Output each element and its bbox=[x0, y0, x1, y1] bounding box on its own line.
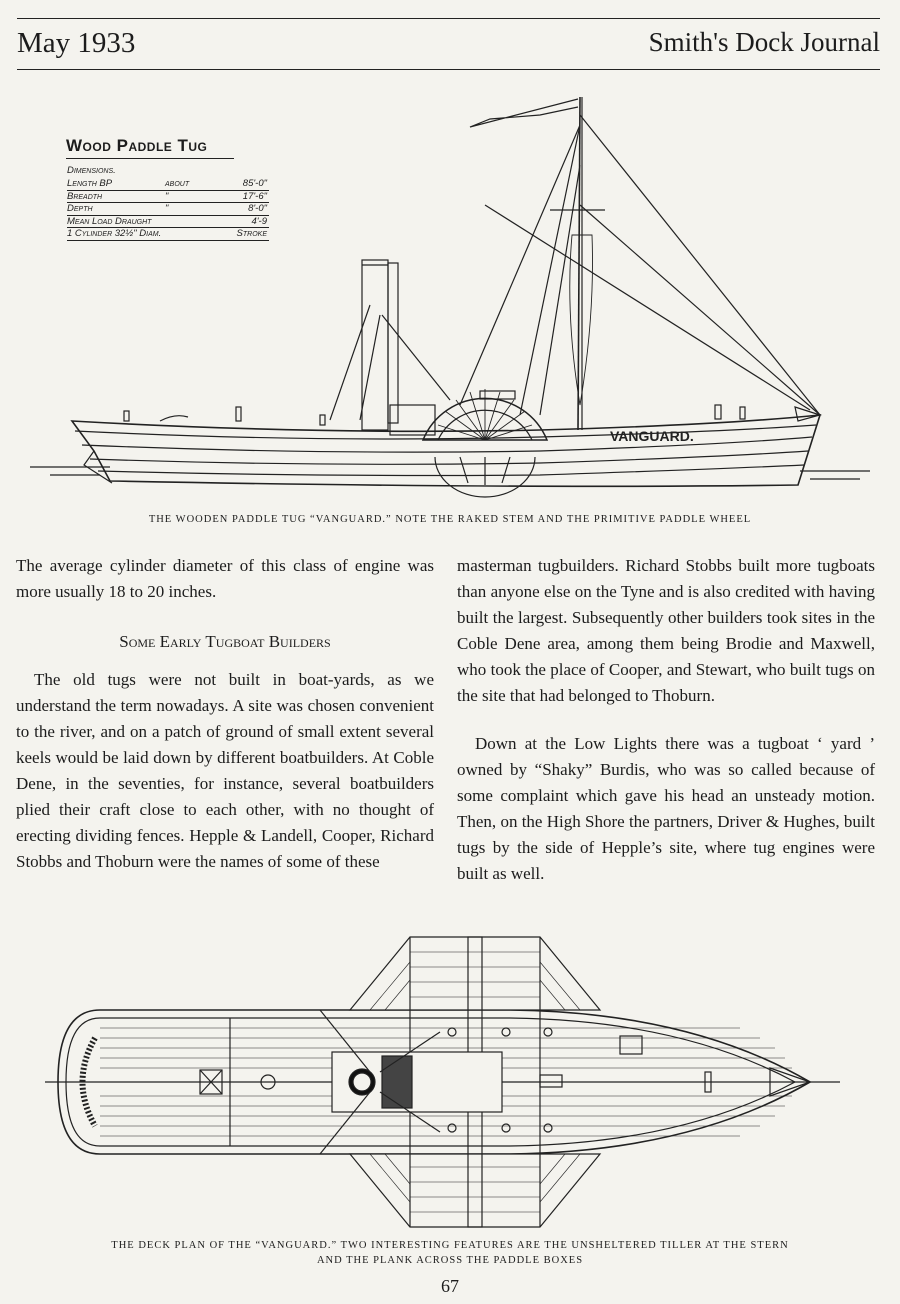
text-column-right bbox=[457, 553, 875, 887]
paragraph: The old tugs were not built in boat-yards, as we understand the term nowadays. A site was chosen convenient to the river, and on a patch of ground of small extent several keels would be laid down by different boatbuilders. At Coble Dene, in the seventies, for instance, several boatbuilders plied their craft close to each other, with no thought of erecting dividing fences. Hepple & Landell, Cooper, Richard Stobbs and Thoburn were the names of some of these bbox=[16, 670, 434, 871]
paragraph: masterman tugbuilders. Richard Stobbs built more tugboats than anyone else on the Tyne and is also credited with having built the largest. Subsequently other builders took sites in the Coble Dene area, among them being Brodie and Maxwell, who took the place of Cooper, and Stewart, who built tugs on the site that had belonged to Thoburn. bbox=[457, 556, 875, 705]
tug-deck-plan-drawing bbox=[40, 932, 860, 1232]
dimension-row: Breadth " 17'-6" bbox=[67, 190, 267, 202]
figure2-caption: THE DECK PLAN OF THE “VANGUARD.” TWO INTERESTING FEATURES ARE THE UNSHELTERED TILLER AT THE STERN AND THE PLANK ACROSS THE PADDLE BOXES bbox=[111, 1240, 789, 1266]
issue-date: May 1933 bbox=[17, 27, 136, 59]
dimensions-caption: Dimensions. bbox=[67, 165, 116, 176]
page-header bbox=[17, 18, 880, 70]
dimensions-table bbox=[67, 165, 269, 241]
text-column-left bbox=[16, 553, 434, 875]
section-heading: Some Early Tugboat Builders bbox=[119, 632, 331, 651]
dimension-row: Mean Load Draught 4'-9 bbox=[67, 215, 267, 227]
paragraph: The average cylinder diameter of this class of engine was more usually 18 to 20 inches. bbox=[16, 556, 434, 601]
page-number: 67 bbox=[441, 1276, 459, 1296]
ship-name-label: VANGUARD. bbox=[610, 428, 694, 444]
dimension-row: 1 Cylinder 32½" Diam. Stroke bbox=[67, 228, 267, 239]
journal-title: Smith's Dock Journal bbox=[648, 27, 880, 57]
figure1-caption: THE WOODEN PADDLE TUG “VANGUARD.” NOTE THE RAKED STEM AND THE PRIMITIVE PADDLE WHEEL bbox=[148, 514, 752, 525]
dimension-row: Depth " 8'-0" bbox=[67, 203, 267, 214]
drawing-title: Wood Paddle Tug bbox=[66, 136, 234, 159]
dimension-row: Length BP about 85'-0" bbox=[67, 178, 267, 189]
paragraph: Down at the Low Lights there was a tugboat ‘ yard ’ owned by “Shaky” Burdis, who was so called because of some complaint which gave his head an unsteady motion. Then, on the High Shore the partners, Driver & Hughes, built tugs by the side of Hepple’s site, where tug engines were built as well. bbox=[457, 734, 875, 883]
